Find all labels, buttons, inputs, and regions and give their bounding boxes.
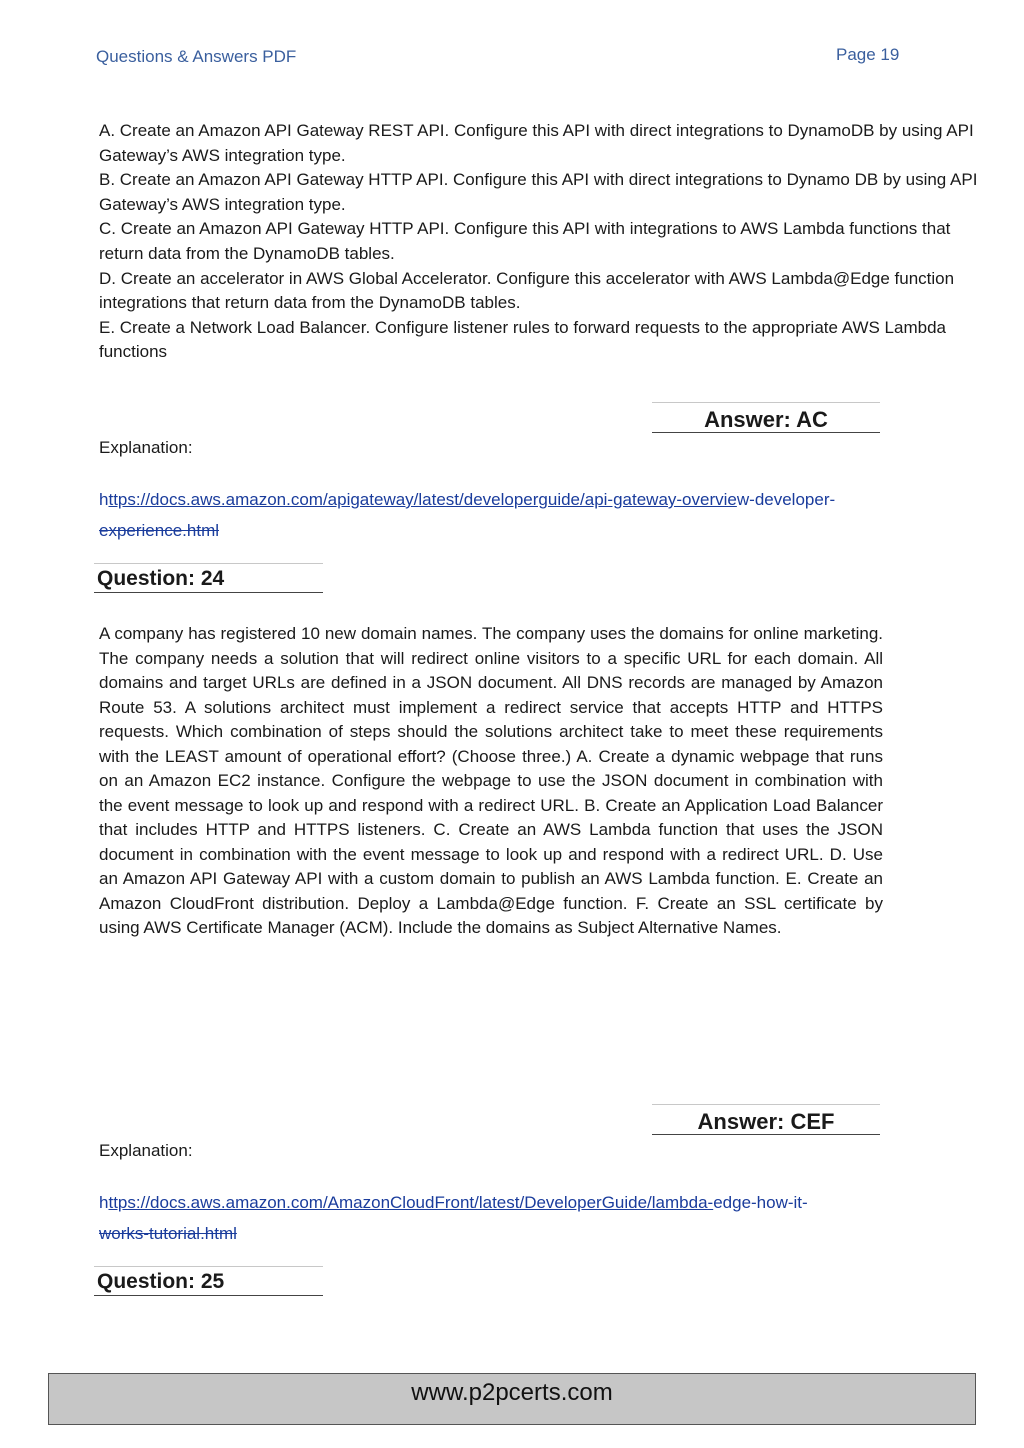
link-struck: experience.html xyxy=(99,521,220,540)
link-underlined: ttps://docs.aws.amazon.com/AmazonCloudFront/latest/DeveloperGuide/lambda- xyxy=(108,1193,714,1212)
page-number: Page 19 xyxy=(836,45,900,64)
question-25-heading: Question: 25 xyxy=(94,1266,323,1296)
q24-reference-link[interactable] xyxy=(99,1187,969,1249)
q24-explanation-label: Explanation: xyxy=(99,1141,193,1160)
footer-site: www.p2pcerts.com xyxy=(48,1373,976,1425)
option-e: E. Create a Network Load Balancer. Configure listener rules to forward requests to the appropriate AWS Lambda functions xyxy=(99,317,946,362)
option-c: C. Create an Amazon API Gateway HTTP API. Configure this API with integrations to AWS Lambda functions that return data from the DynamoDB tables. xyxy=(99,219,951,263)
q23-options xyxy=(99,119,979,365)
question-24-body: A company has registered 10 new domain names. The company uses the domains for online marketing. The company needs a solution that will redirect online visitors to a specific URL for each domain. All domains and target URLs are defined in a JSON document. All DNS records are managed by Amazon Route 53. A solutions architect must implement a redirect service that accepts HTTP and HTTPS requests. Which combination of steps should the solutions architect take to meet these requirements with the LEAST amount of operational effort? (Choose three.) A. Create a dynamic webpage that runs on an Amazon EC2 instance. Configure the webpage to use the JSON document in combination with the event message to look up and respond with a redirect URL. B. Create an Application Load Balancer that includes HTTP and HTTPS listeners. C. Create an AWS Lambda function that uses the JSON document in combination with the event message to look up and respond with a redirect URL. D. Use an Amazon API Gateway API with a custom domain to publish an AWS Lambda function. E. Create an Amazon CloudFront distribution. Deploy a Lambda@Edge function. F. Create an SSL certificate by using AWS Certificate Manager (ACM). Include the domains as Subject Alternative Names. xyxy=(99,624,883,937)
header-title: Questions & Answers PDF xyxy=(96,47,297,66)
link-lead: h xyxy=(99,490,109,509)
q23-explanation-label: Explanation: xyxy=(99,438,193,457)
link-underlined: ttps://docs.aws.amazon.com/apigateway/latest/developerguide/api-gateway-overvie xyxy=(108,490,737,509)
q24-answer: Answer: CEF xyxy=(652,1104,880,1135)
link-plain: w-developer- xyxy=(736,490,836,509)
option-b: B. Create an Amazon API Gateway HTTP API. Configure this API with direct integrations to Dynamo DB by using API Gateway’s AWS integration type. xyxy=(99,170,978,214)
question-24-heading: Question: 24 xyxy=(94,563,323,593)
q23-reference-link[interactable] xyxy=(99,484,969,546)
link-lead: h xyxy=(99,1193,109,1212)
link-plain: edge-how-it- xyxy=(713,1193,808,1212)
option-d: D. Create an accelerator in AWS Global Accelerator. Configure this accelerator with AWS Lambda@Edge function integrations that return data from the DynamoDB tables. xyxy=(99,268,955,313)
link-struck: works-tutorial.html xyxy=(99,1224,237,1243)
option-a: A. Create an Amazon API Gateway REST API. Configure this API with direct integrations to DynamoDB by using API Gateway’s AWS integration type. xyxy=(99,121,974,165)
q23-answer: Answer: AC xyxy=(652,402,880,433)
